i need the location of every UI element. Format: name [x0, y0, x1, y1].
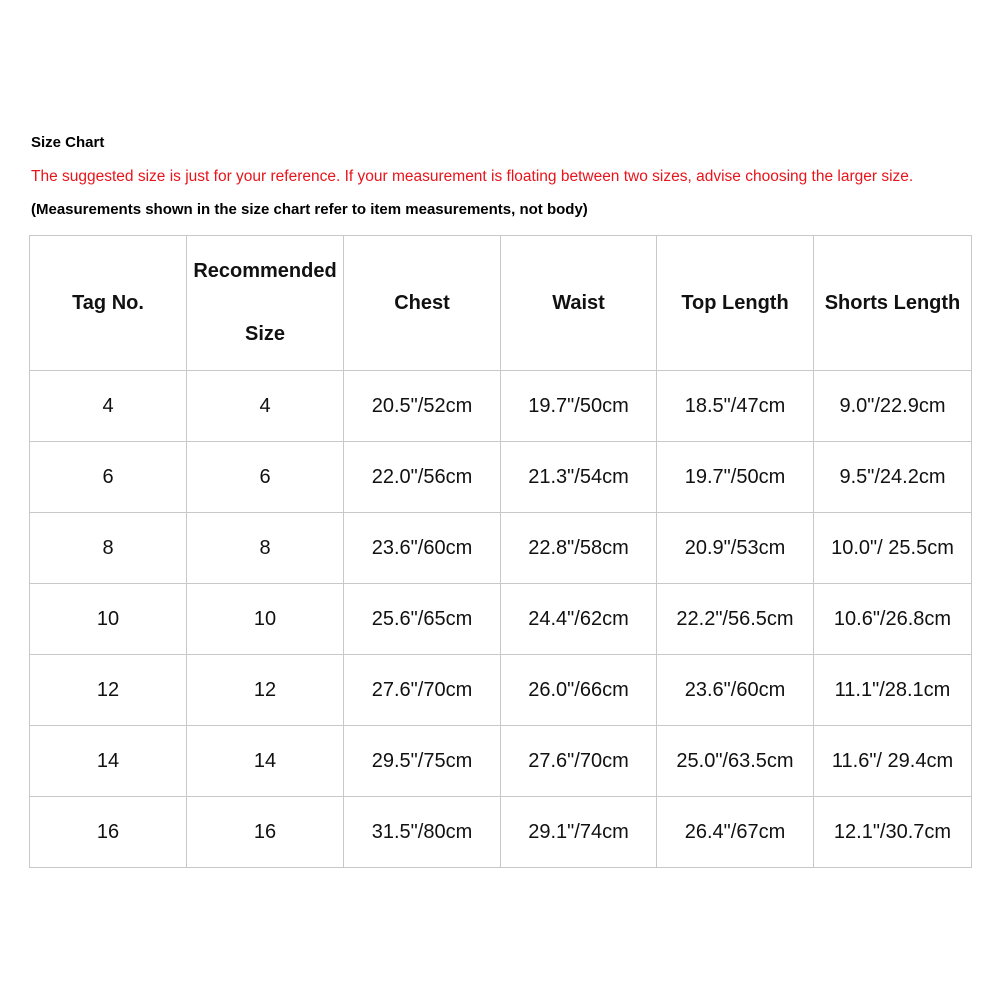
size-chart-title: Size Chart	[31, 134, 105, 151]
cell-tag-no: 6	[30, 442, 187, 513]
size-advice-note: The suggested size is just for your reference. If your measurement is floating between two sizes, advise choosing the larger size.	[31, 168, 914, 185]
cell-waist: 22.8"/58cm	[501, 513, 657, 584]
table-header-row	[30, 236, 972, 371]
cell-tag-no: 10	[30, 584, 187, 655]
header-recommended-size: Recommended Size	[187, 236, 344, 371]
table-row	[30, 655, 972, 726]
cell-recommended-size: 6	[187, 442, 344, 513]
header-shorts-length: Shorts Length	[814, 236, 972, 371]
cell-recommended-size: 8	[187, 513, 344, 584]
cell-tag-no: 16	[30, 797, 187, 868]
cell-recommended-size: 14	[187, 726, 344, 797]
cell-waist: 27.6"/70cm	[501, 726, 657, 797]
table-row	[30, 371, 972, 442]
header-tag-no: Tag No.	[30, 236, 187, 371]
cell-chest: 25.6"/65cm	[344, 584, 501, 655]
cell-tag-no: 4	[30, 371, 187, 442]
table-row	[30, 797, 972, 868]
cell-top-length: 22.2"/56.5cm	[657, 584, 814, 655]
cell-waist: 21.3"/54cm	[501, 442, 657, 513]
cell-chest: 22.0"/56cm	[344, 442, 501, 513]
table-row	[30, 726, 972, 797]
cell-top-length: 26.4"/67cm	[657, 797, 814, 868]
cell-shorts-length: 9.0"/22.9cm	[814, 371, 972, 442]
size-table	[29, 235, 972, 868]
cell-top-length: 23.6"/60cm	[657, 655, 814, 726]
cell-recommended-size: 4	[187, 371, 344, 442]
cell-tag-no: 14	[30, 726, 187, 797]
cell-chest: 23.6"/60cm	[344, 513, 501, 584]
cell-chest: 20.5"/52cm	[344, 371, 501, 442]
measurement-note: (Measurements shown in the size chart refer to item measurements, not body)	[31, 201, 588, 218]
cell-top-length: 20.9"/53cm	[657, 513, 814, 584]
cell-shorts-length: 11.6"/ 29.4cm	[814, 726, 972, 797]
cell-waist: 24.4"/62cm	[501, 584, 657, 655]
table-row	[30, 584, 972, 655]
cell-tag-no: 12	[30, 655, 187, 726]
cell-top-length: 25.0"/63.5cm	[657, 726, 814, 797]
cell-shorts-length: 12.1"/30.7cm	[814, 797, 972, 868]
header-waist: Waist	[501, 236, 657, 371]
cell-shorts-length: 9.5"/24.2cm	[814, 442, 972, 513]
cell-shorts-length: 10.0"/ 25.5cm	[814, 513, 972, 584]
cell-top-length: 19.7"/50cm	[657, 442, 814, 513]
cell-waist: 29.1"/74cm	[501, 797, 657, 868]
header-top-length: Top Length	[657, 236, 814, 371]
cell-waist: 26.0"/66cm	[501, 655, 657, 726]
cell-chest: 27.6"/70cm	[344, 655, 501, 726]
cell-shorts-length: 10.6"/26.8cm	[814, 584, 972, 655]
cell-chest: 29.5"/75cm	[344, 726, 501, 797]
cell-recommended-size: 10	[187, 584, 344, 655]
header-chest: Chest	[344, 236, 501, 371]
cell-tag-no: 8	[30, 513, 187, 584]
cell-shorts-length: 11.1"/28.1cm	[814, 655, 972, 726]
cell-chest: 31.5"/80cm	[344, 797, 501, 868]
cell-top-length: 18.5"/47cm	[657, 371, 814, 442]
cell-recommended-size: 12	[187, 655, 344, 726]
cell-recommended-size: 16	[187, 797, 344, 868]
table-row	[30, 442, 972, 513]
cell-waist: 19.7"/50cm	[501, 371, 657, 442]
table-row	[30, 513, 972, 584]
